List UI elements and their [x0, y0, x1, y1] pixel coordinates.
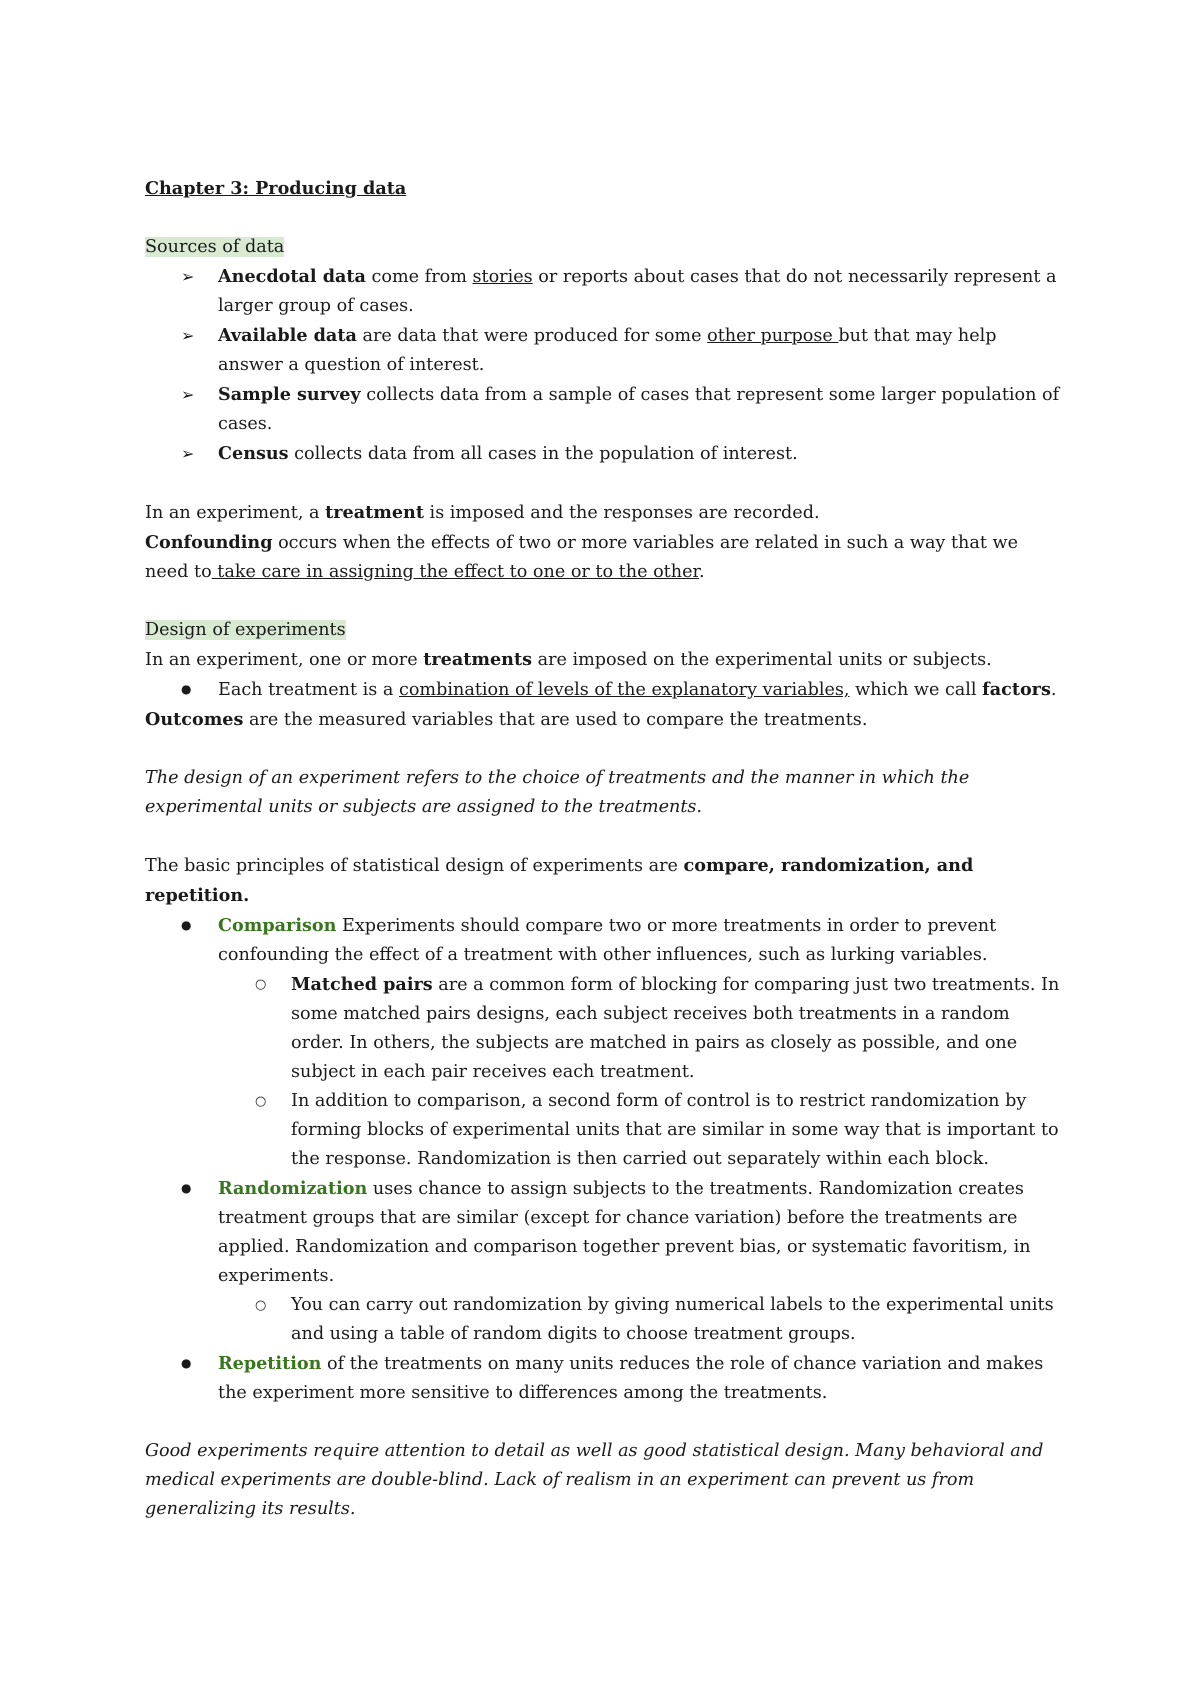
sub-item-blocking	[145, 1087, 1065, 1174]
item-text: or reports about cases that do not necessarily represent a larger group of cases.	[218, 267, 1057, 316]
design-heading-line	[145, 616, 1065, 645]
item-text: are a common form of blocking for comparing just two treatments. In some matched pairs designs, each subject receives both treatments in a random order. In others, the subjects are matched in pairs as closely as possible, and one subject in each pair receives each treatment.	[291, 975, 1060, 1082]
term-randomization: Randomization	[218, 1178, 368, 1199]
outcomes-paragraph	[145, 705, 1065, 735]
arrow-bullet-icon: ➢	[181, 444, 195, 463]
term-comparison: Comparison	[218, 915, 337, 936]
term-treatment: treatment	[325, 502, 424, 523]
term-repetition: Repetition	[218, 1353, 322, 1374]
list-item-factors	[145, 675, 1065, 705]
list-item-census	[145, 439, 1065, 469]
term-census: Census	[218, 443, 289, 464]
spacer	[145, 1408, 1065, 1437]
item-text: You can carry out randomization by giving numerical labels to the experimental units and using a table of random digits to choose treatment groups.	[291, 1295, 1054, 1344]
sources-heading-line	[145, 233, 1065, 262]
sources-heading: Sources of data	[145, 237, 285, 257]
paragraph-text: is imposed and the responses are recorded.	[423, 503, 820, 523]
closing-paragraph: Good experiments require attention to detail as well as good statistical design. Many behavioral and medical experiments are double-blind. Lack of realism in an experiment can prevent us from generalizing its results.	[145, 1441, 1044, 1519]
paragraph-text: .	[698, 562, 705, 582]
document-content	[145, 174, 1065, 1524]
list-item-anecdotal	[145, 262, 1065, 321]
arrow-bullet-icon: ➢	[181, 385, 195, 404]
item-text: come from	[365, 267, 473, 287]
principles-list	[145, 911, 1065, 1408]
paragraph-text: In an experiment, a	[145, 503, 326, 523]
dot-bullet-icon: ●	[181, 682, 192, 696]
paragraph-text: occurs when the effects of two or more variables are related in such a way that we need to	[145, 533, 1018, 582]
sources-list	[145, 262, 1065, 469]
list-item-sample-survey	[145, 380, 1065, 439]
underlined-combination-levels: combination of levels of the explanatory variables,	[398, 680, 850, 700]
term-treatments: treatments	[423, 649, 532, 670]
item-text: are data that were produced for some	[356, 326, 708, 346]
chapter-title: Chapter 3: Producing data	[145, 178, 407, 199]
list-item-available	[145, 321, 1065, 380]
term-outcomes: Outcomes	[145, 709, 244, 730]
term-sample-survey: Sample survey	[218, 384, 361, 405]
spacer	[145, 204, 1065, 233]
spacer	[145, 587, 1065, 616]
circle-bullet-icon: ○	[255, 1298, 267, 1313]
spacer	[145, 735, 1065, 764]
design-heading: Design of experiments	[145, 620, 346, 640]
term-confounding: Confounding	[145, 532, 273, 553]
item-text: collects data from a sample of cases that represent some larger population of cases.	[218, 385, 1060, 434]
page-title	[145, 174, 1065, 204]
treatment-paragraph	[145, 498, 1065, 528]
list-item-randomization	[145, 1174, 1065, 1291]
design-list	[145, 675, 1065, 705]
item-text: collects data from all cases in the population of interest.	[288, 444, 798, 464]
design-definition: The design of an experiment refers to the choice of treatments and the manner in which the experimental units or subjects are assigned to the treatments.	[145, 768, 970, 817]
sub-item-random-digits	[145, 1291, 1065, 1349]
spacer	[145, 822, 1065, 851]
item-text: but that may help answer a question of interest.	[218, 326, 997, 375]
circle-bullet-icon: ○	[255, 1094, 267, 1109]
term-principles: compare, randomization, and repetition.	[145, 855, 974, 906]
term-available-data: Available data	[218, 325, 357, 346]
design-intro	[145, 645, 1065, 675]
dot-bullet-icon: ●	[181, 1356, 192, 1370]
paragraph-text: are the measured variables that are used to compare the treatments.	[243, 710, 868, 730]
list-item-comparison	[145, 911, 1065, 970]
underlined-assigning-effect: take care in assigning the effect to one or to the other	[211, 562, 699, 582]
circle-bullet-icon: ○	[255, 977, 267, 992]
item-text: which we call	[849, 680, 983, 700]
dot-bullet-icon: ●	[181, 1181, 192, 1195]
item-text: In addition to comparison, a second form of control is to restrict randomization by forming blocks of experimental units that are similar in some way that is important to the response. Randomization is then carried out separately within each block.	[291, 1091, 1059, 1169]
arrow-bullet-icon: ➢	[181, 326, 195, 345]
item-text: Experiments should compare two or more treatments in order to prevent confounding the effect of a treatment with other influences, such as lurking variables.	[218, 916, 997, 965]
underlined-stories: stories	[472, 267, 533, 287]
paragraph-text: The basic principles of statistical design of experiments are	[145, 856, 684, 876]
item-text: Each treatment is a	[218, 680, 399, 700]
paragraph-text: In an experiment, one or more	[145, 650, 424, 670]
item-text: .	[1050, 680, 1057, 700]
sub-item-matched-pairs	[145, 970, 1065, 1087]
item-text: uses chance to assign subjects to the treatments. Randomization creates treatment groups that are similar (except for chance variation) before the treatments are applied. Randomization and comparison together prevent bias, or systematic favoritism, in experiments.	[218, 1179, 1031, 1286]
term-matched-pairs: Matched pairs	[291, 974, 433, 995]
item-text: of the treatments on many units reduces the role of chance variation and makes the experiment more sensitive to differences among the treatments.	[218, 1354, 1044, 1403]
paragraph-text: are imposed on the experimental units or subjects.	[531, 650, 992, 670]
term-anecdotal-data: Anecdotal data	[218, 266, 366, 287]
term-factors: factors	[982, 679, 1051, 700]
arrow-bullet-icon: ➢	[181, 267, 195, 286]
confounding-paragraph	[145, 528, 1065, 587]
spacer	[145, 469, 1065, 498]
list-item-repetition	[145, 1349, 1065, 1408]
principles-intro	[145, 851, 1065, 911]
dot-bullet-icon: ●	[181, 918, 192, 932]
underlined-other-purpose: other purpose	[707, 326, 839, 346]
